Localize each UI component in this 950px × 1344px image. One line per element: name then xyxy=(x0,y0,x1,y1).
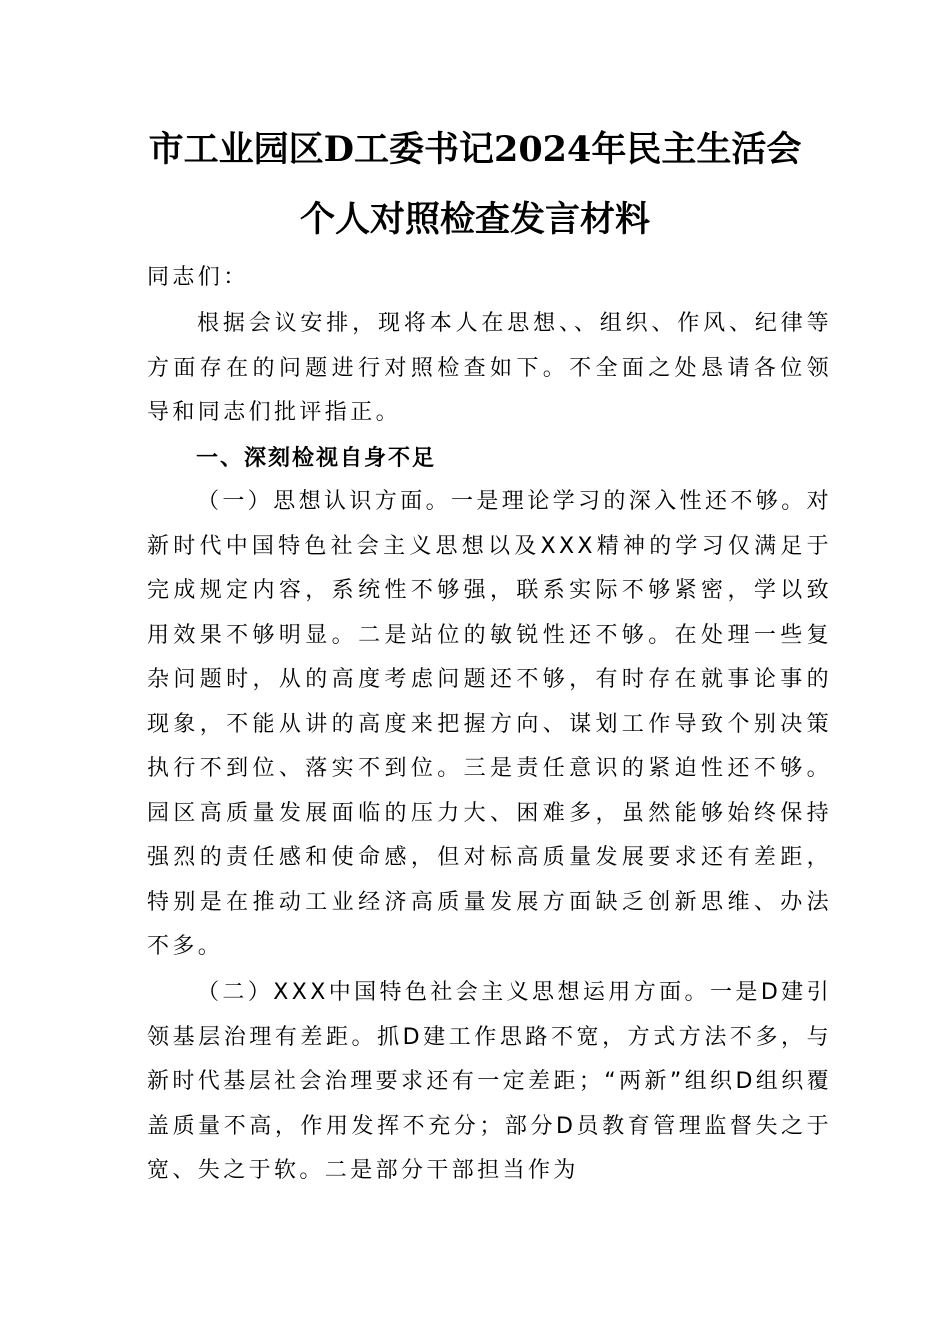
salutation: 同志们： xyxy=(147,265,249,290)
section-heading: 一、深刻检视自身不足 xyxy=(196,446,437,471)
document-title-line-2: 个人对照检查发言材料 xyxy=(299,199,650,240)
paragraph-thought-awareness: （一）思想认识方面。一是理论学习的深入性还不够。对新时代中国特色社会主义思想以及XXX精神的学习仅满足于完成规定内容，系统性不够强，联系实际不够紧密，学以致用效果不够明显。二是站位的敏锐性还不够。在处理一些复杂问题时，从的高度考虑问题还不够，有时存在就事论事的现象，不能从讲的高度来把握方向、谋划工作导致个别决策执行不到位、落实不到位。三是责任意识的紧迫性还不够。园区高质量发展面临的压力大、困难多，虽然能够始终保持强烈的责任感和使命感，但对标高质量发展要求还有差距，特别是在推动工业经济高质量发展方面缺乏创新思维、办法不多。 xyxy=(147,489,833,959)
document-title-line-1: 市工业园区D工委书记2024年民主生活会 xyxy=(148,129,802,170)
paragraph-thought-application: （二）XXX中国特色社会主义思想运用方面。一是D建引领基层治理有差距。抓D建工作思路不宽，方式方法不多，与新时代基层社会治理要求还有一定差距；“两新”组织D组织覆盖质量不高，作用发挥不充分；部分D员教育管理监督失之于宽、失之于软。二是部分干部担当作为 xyxy=(147,980,832,1183)
intro-paragraph: 根据会议安排，现将本人在思想、、组织、作风、纪律等方面存在的问题进行对照检查如下。不全面之处恳请各位领导和同志们批评指正。 xyxy=(147,311,832,425)
